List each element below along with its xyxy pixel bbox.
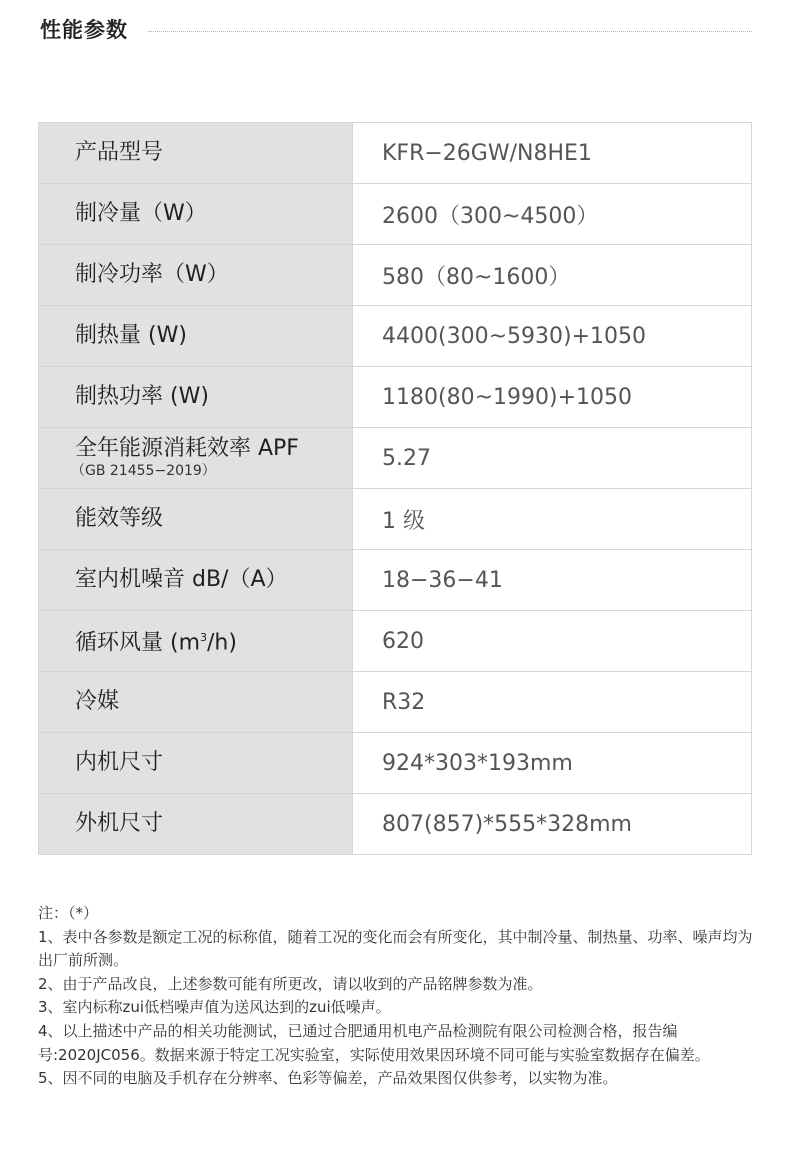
table-row — [39, 550, 752, 611]
spec-value: 807(857)*555*328mm — [353, 794, 752, 855]
spec-label-tail: /h) — [207, 630, 237, 656]
note-item: 2、由于产品改良，上述参数可能有所更改，请以收到的产品铭牌参数为准。 — [38, 974, 543, 993]
spec-value: 1180(80~1990)+1050 — [353, 367, 752, 428]
spec-label: 室内机噪音 dB/（A） — [75, 567, 288, 592]
spec-table — [38, 122, 752, 855]
table-row — [39, 611, 752, 672]
spec-value: 18−36−41 — [353, 550, 752, 611]
spec-label-cell — [39, 733, 353, 794]
spec-label: 冷媒 — [75, 689, 120, 714]
spec-sublabel: （GB 21455−2019） — [71, 463, 216, 479]
notes-heading: 注：（*） — [38, 904, 99, 922]
table-row — [39, 123, 752, 184]
note-item: 3、室内标称zui低档噪声值为送风达到的zui低噪声。 — [38, 998, 391, 1017]
spec-label-cell — [39, 245, 353, 306]
spec-label: 外机尺寸 — [75, 811, 164, 836]
table-row — [39, 794, 752, 855]
note-item: 4、以上描述中产品的相关功能测试，已通过合肥通用机电产品检测院有限公司检测合格，报告编号:2020JC056。数据来源于特定工况实验室，实际使用效果因环境不同可能与实验室数据存在偏差。 — [38, 1021, 710, 1064]
spec-label: 全年能源消耗效率 APF — [75, 436, 299, 461]
spec-label-cell — [39, 123, 353, 184]
spec-value: 4400(300~5930)+1050 — [353, 306, 752, 367]
spec-label — [75, 625, 352, 656]
spec-label: 制冷量（W） — [75, 201, 207, 226]
table-row — [39, 733, 752, 794]
spec-value: R32 — [353, 672, 752, 733]
table-row — [39, 672, 752, 733]
spec-label: 制热功率 (W) — [75, 384, 209, 409]
table-row — [39, 245, 752, 306]
table-row — [39, 489, 752, 550]
header-dotted-rule — [148, 31, 752, 32]
spec-label-cell — [39, 184, 353, 245]
spec-label-cell — [39, 306, 353, 367]
spec-label: 产品型号 — [75, 140, 164, 165]
spec-label-cell — [39, 611, 353, 672]
spec-label-cell — [39, 794, 353, 855]
spec-label-cell — [39, 550, 353, 611]
spec-label-superscript: 3 — [200, 631, 208, 645]
spec-label-cell — [39, 367, 353, 428]
spec-value: 924*303*193mm — [353, 733, 752, 794]
spec-label: 制冷功率（W） — [75, 262, 229, 287]
spec-label: 内机尺寸 — [75, 750, 164, 775]
spec-value: 580（80~1600） — [353, 245, 752, 306]
spec-value: 2600（300~4500） — [353, 184, 752, 245]
notes-section — [38, 902, 758, 1091]
table-row — [39, 367, 752, 428]
table-row — [39, 428, 752, 489]
section-title: 性能参数 — [40, 18, 128, 42]
spec-label-cell — [39, 672, 353, 733]
spec-label-cell — [39, 428, 353, 489]
section-header — [40, 14, 752, 46]
spec-label: 制热量 (W) — [75, 323, 187, 348]
spec-value: KFR−26GW/N8HE1 — [353, 123, 752, 184]
table-row — [39, 184, 752, 245]
table-row — [39, 306, 752, 367]
spec-label: 能效等级 — [75, 506, 164, 531]
spec-value: 5.27 — [353, 428, 752, 489]
spec-label-cell — [39, 489, 353, 550]
note-item: 5、因不同的电脑及手机存在分辨率、色彩等偏差，产品效果图仅供参考，以实物为准。 — [38, 1069, 618, 1088]
spec-value: 1 级 — [353, 489, 752, 550]
spec-value: 620 — [353, 611, 752, 672]
spec-label-text: 循环风量 (m — [75, 630, 201, 656]
note-item: 1、表中各参数是额定工况的标称值，随着工况的变化而会有所变化，其中制冷量、制热量、功率、噪声均为出厂前所测。 — [38, 927, 753, 970]
